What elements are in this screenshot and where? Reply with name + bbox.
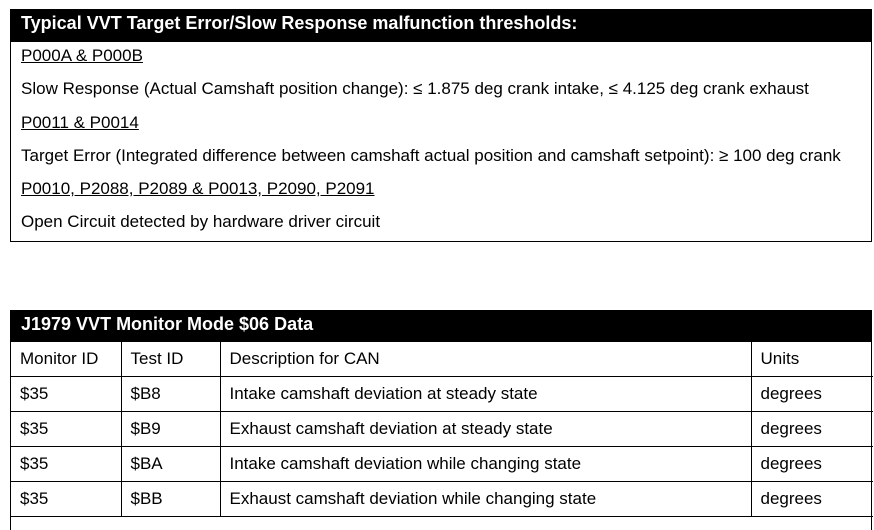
table-row	[11, 447, 873, 482]
test-id-cell: $B8	[121, 377, 220, 412]
table-row	[11, 412, 873, 447]
units-cell: degrees	[751, 482, 873, 517]
description-cell: Exhaust camshaft deviation at steady state	[220, 412, 751, 447]
column-header-description: Description for CAN	[220, 342, 751, 377]
description-cell: Exhaust camshaft deviation while changing state	[220, 482, 751, 517]
monitor-id-cell: $35	[11, 412, 121, 447]
description-cell: Intake camshaft deviation while changing state	[220, 447, 751, 482]
units-cell: degrees	[751, 377, 873, 412]
thresholds-header: Typical VVT Target Error/Slow Response malfunction thresholds:	[11, 10, 871, 42]
target-error-threshold: Target Error (Integrated difference between camshaft actual position and camshaft setpoint): ≥ 100 deg crank	[21, 146, 841, 165]
mode06-header: J1979 VVT Monitor Mode $06 Data	[11, 311, 871, 342]
column-header-monitor-id: Monitor ID	[11, 342, 121, 377]
slow-response-threshold: Slow Response (Actual Camshaft position change): ≤ 1.875 deg crank intake, ≤ 4.125 deg crank exhaust	[21, 79, 809, 98]
dtc-codes-target-error: P0011 & P0014	[21, 113, 139, 132]
thresholds-section	[10, 9, 872, 242]
mode06-table	[11, 342, 873, 517]
table-row	[11, 482, 873, 517]
units-cell: degrees	[751, 412, 873, 447]
open-circuit-description: Open Circuit detected by hardware driver circuit	[21, 212, 381, 231]
monitor-id-cell: $35	[11, 482, 121, 517]
monitor-id-cell: $35	[11, 447, 121, 482]
dtc-codes-open-circuit: P0010, P2088, P2089 & P0013, P2090, P2091	[21, 179, 375, 198]
table-row	[11, 377, 873, 412]
dtc-codes-slow-response: P000A & P000B	[21, 46, 143, 65]
column-header-test-id: Test ID	[121, 342, 220, 377]
monitor-id-cell: $35	[11, 377, 121, 412]
column-header-units: Units	[751, 342, 873, 377]
test-id-cell: $BB	[121, 482, 220, 517]
table-header-row	[11, 342, 873, 377]
description-cell: Intake camshaft deviation at steady state	[220, 377, 751, 412]
test-id-cell: $BA	[121, 447, 220, 482]
test-id-cell: $B9	[121, 412, 220, 447]
units-cell: degrees	[751, 447, 873, 482]
mode06-section	[10, 310, 872, 530]
